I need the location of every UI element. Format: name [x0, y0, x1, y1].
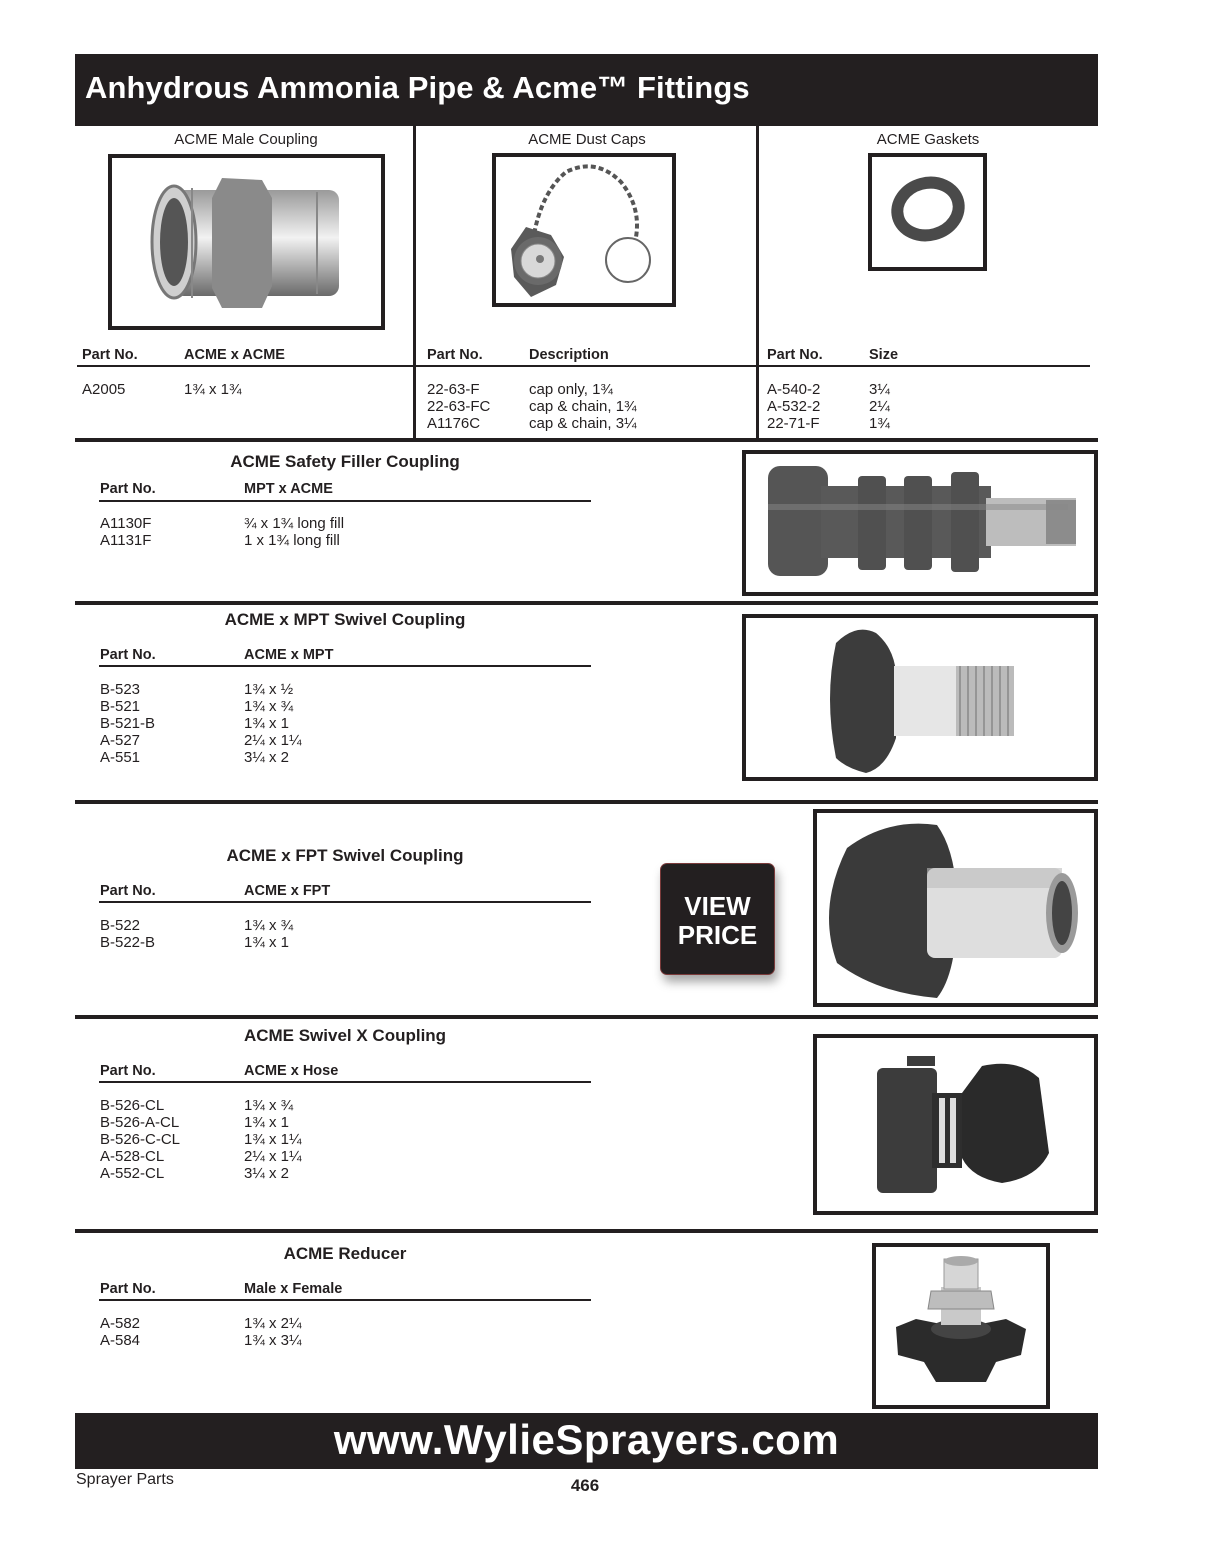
view-price-button[interactable] [660, 863, 775, 975]
section-divider [75, 800, 1098, 804]
size-value: 1¾ x ½ [244, 681, 294, 698]
footer-url-bar [75, 1413, 1098, 1469]
part-number: 22-63-FC [427, 398, 491, 415]
table-header-rule [99, 500, 591, 502]
table-header-rule [759, 365, 1090, 367]
col-header-part-no: Part No. [82, 347, 138, 363]
section-title: ACME Reducer [283, 1244, 407, 1263]
fpt-swivel-illustration [817, 813, 1094, 1003]
size-value: 2¼ x 1¼ [244, 1148, 302, 1165]
fpt-swivel-coupling-image [813, 809, 1098, 1007]
safety-filler-illustration [746, 454, 1094, 592]
size-value: 1¾ x ¾ [244, 1097, 294, 1114]
part-number: A-551 [100, 749, 141, 766]
size-value: 3¼ x 2 [244, 749, 290, 766]
page-number: 466 [570, 1476, 600, 1495]
part-number-list [100, 681, 155, 766]
part-number-list [767, 381, 820, 432]
size-value: 1¾ x ¾ [244, 698, 294, 715]
col-header-size: Size [869, 347, 899, 363]
part-number: A1130F [100, 515, 152, 532]
view-price-label-line1: VIEW [684, 891, 751, 921]
size-value: ¾ x 1¾ long fill [244, 515, 345, 532]
size-value: 1¾ x 1¾ [184, 381, 242, 398]
dust-caps-caption: ACME Dust Caps [528, 131, 646, 148]
col-header-part-no: Part No. [100, 1281, 156, 1297]
col-header-part-no: Part No. [100, 1063, 156, 1079]
part-number: B-526-CL [100, 1097, 165, 1114]
size-list [244, 1097, 302, 1182]
gaskets-caption: ACME Gaskets [876, 131, 980, 148]
section-divider [75, 601, 1098, 605]
part-number: A-584 [100, 1332, 141, 1349]
size-value: 1¾ x 1 [244, 715, 290, 732]
page-title-bar [75, 54, 1098, 126]
col-header-part-no: Part No. [427, 347, 483, 363]
size-value: 1¾ [869, 415, 890, 432]
col-header-size: ACME x FPT [244, 883, 331, 899]
size-list [869, 381, 890, 432]
section-title: ACME x FPT Swivel Coupling [226, 846, 464, 865]
size-value: 1¾ x 1 [244, 1114, 290, 1131]
col-header-part-no: Part No. [767, 347, 823, 363]
size-value: 1¾ x 3¼ [244, 1332, 302, 1349]
male-coupling-image [108, 154, 385, 330]
size-list [244, 681, 302, 766]
section-divider [75, 1015, 1098, 1019]
col-header-size: ACME x ACME [184, 347, 285, 363]
gasket-illustration [872, 157, 983, 267]
column-divider [413, 126, 416, 440]
col-header-part-no: Part No. [100, 647, 156, 663]
mpt-swivel-coupling-image [742, 614, 1098, 781]
col-header-size: ACME x Hose [244, 1063, 339, 1079]
part-number-list [100, 515, 151, 549]
part-number: A-540-2 [767, 381, 821, 398]
part-number: B-521 [100, 698, 141, 715]
part-number-list [427, 381, 490, 432]
size-list [244, 515, 344, 549]
section-divider [75, 438, 1098, 442]
section-title: ACME Swivel X Coupling [243, 1026, 447, 1045]
size-value: 1¾ x ¾ [244, 917, 294, 934]
part-number: 22-71-F [767, 415, 820, 432]
part-number: A-527 [100, 732, 141, 749]
part-number: A1131F [100, 532, 152, 549]
table-header-rule [99, 1081, 591, 1083]
dust-cap-illustration [496, 157, 672, 303]
male-coupling-caption: ACME Male Coupling [174, 131, 318, 148]
reducer-image [872, 1243, 1050, 1409]
dust-caps-image [492, 153, 676, 307]
size-value: 1¾ x 1¼ [244, 1131, 302, 1148]
size-value: 2¼ x 1¼ [244, 732, 302, 749]
section-title: ACME x MPT Swivel Coupling [224, 610, 466, 629]
col-header-size: ACME x MPT [244, 647, 334, 663]
size-value: 1 x 1¾ long fill [244, 532, 340, 549]
size-value: 1¾ x 1 [244, 934, 290, 951]
part-number-list [100, 917, 155, 951]
description: cap & chain, 1¾ [529, 398, 637, 415]
col-header-size: Male x Female [244, 1281, 343, 1297]
part-number: A-532-2 [767, 398, 821, 415]
website-link[interactable]: www.WylieSprayers.com [333, 1416, 840, 1463]
part-number: B-522 [100, 917, 141, 934]
table-header-rule [99, 1299, 591, 1301]
table-header-rule [77, 365, 413, 367]
description: cap only, 1¾ [529, 381, 613, 398]
part-number: A-528-CL [100, 1148, 165, 1165]
part-number: A-552-CL [100, 1165, 165, 1182]
table-header-rule [99, 901, 591, 903]
col-header-part-no: Part No. [100, 481, 156, 497]
description-list [529, 381, 637, 432]
part-number: A2005 [82, 381, 126, 398]
size-value: 2¼ [869, 398, 890, 415]
part-number: B-526-A-CL [100, 1114, 180, 1131]
part-number: A1176C [427, 415, 481, 432]
part-number: A-582 [100, 1315, 141, 1332]
table-row [82, 381, 125, 398]
part-number: B-522-B [100, 934, 156, 951]
reducer-illustration [876, 1247, 1046, 1405]
part-number-list [100, 1315, 140, 1349]
size-list [244, 917, 293, 951]
col-header-description: Description [529, 347, 609, 363]
part-number: B-523 [100, 681, 141, 698]
size-list [244, 1315, 302, 1349]
description: cap & chain, 3¼ [529, 415, 637, 432]
section-title: ACME Safety Filler Coupling [230, 452, 460, 471]
swivel-x-illustration [817, 1038, 1094, 1211]
section-divider [75, 1229, 1098, 1233]
part-number: B-521-B [100, 715, 156, 732]
col-header-size: MPT x ACME [244, 481, 333, 497]
view-price-label-line2: PRICE [677, 920, 758, 950]
mpt-swivel-illustration [746, 618, 1094, 777]
page-title: Anhydrous Ammonia Pipe & Acme™ Fittings [85, 70, 750, 105]
col-header-part-no: Part No. [100, 883, 156, 899]
gaskets-image [868, 153, 987, 271]
table-header-rule [416, 365, 756, 367]
part-number-list [100, 1097, 180, 1182]
male-coupling-illustration [112, 158, 381, 326]
footer-category: Sprayer Parts [76, 1471, 174, 1488]
swivel-x-coupling-image [813, 1034, 1098, 1215]
part-number: B-526-C-CL [100, 1131, 181, 1148]
table-header-rule [99, 665, 591, 667]
column-divider [756, 126, 759, 440]
part-number: 22-63-F [427, 381, 480, 398]
size-value: 1¾ x 2¼ [244, 1315, 302, 1332]
safety-filler-coupling-image [742, 450, 1098, 596]
size-value: 3¼ x 2 [244, 1165, 290, 1182]
size-value: 3¼ [869, 381, 890, 398]
